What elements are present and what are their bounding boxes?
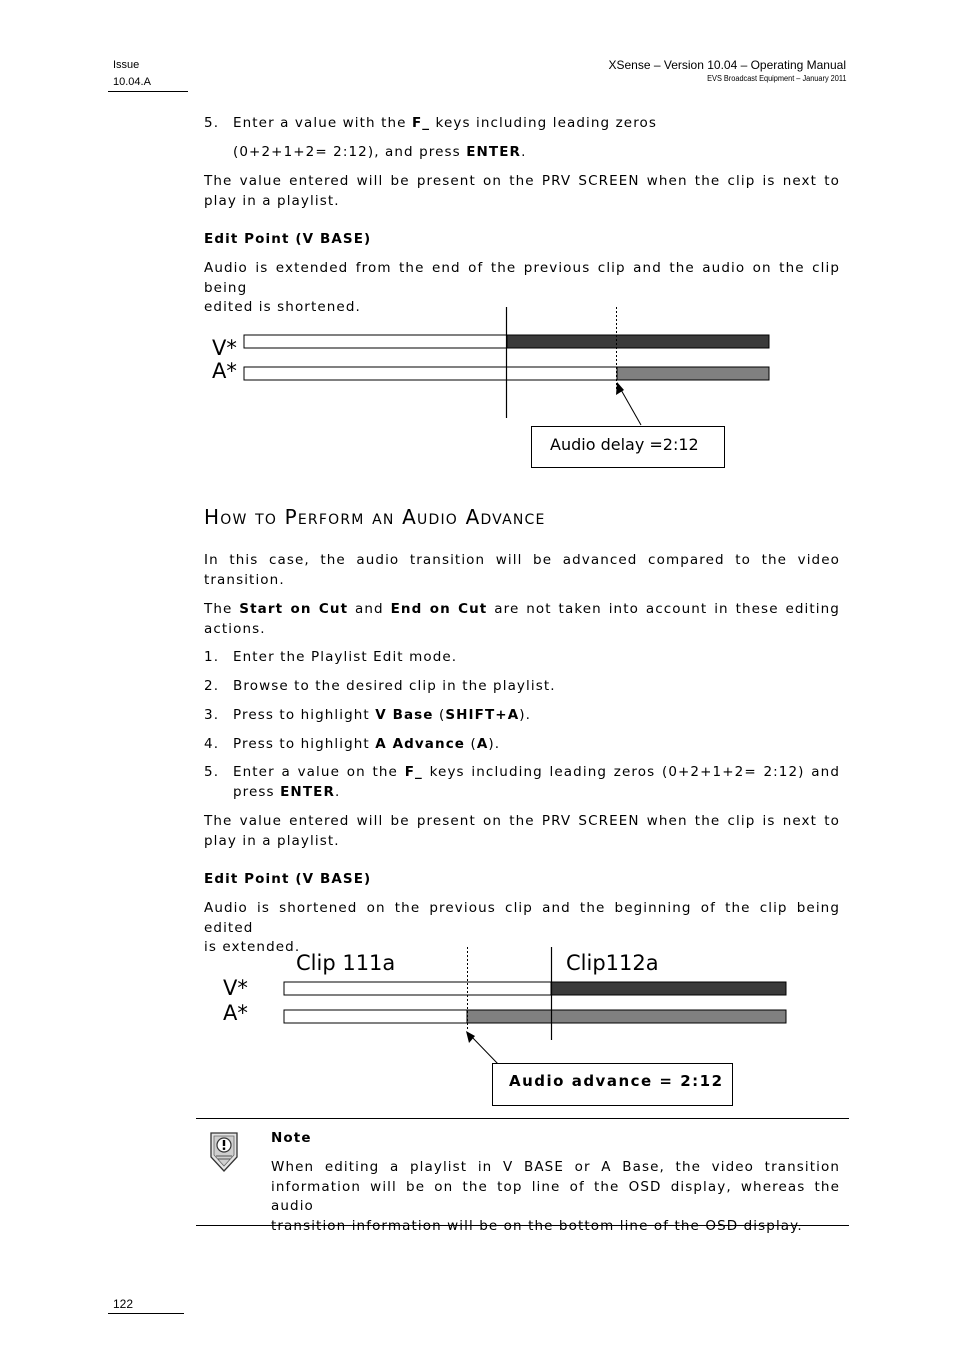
paragraph-audio-extended: Audio is extended from the end of the previous clip and the audio on the clip being edited is shortened. xyxy=(204,260,840,315)
v-track-clip-b xyxy=(551,982,786,995)
step-1: 1. Enter the Playlist Edit mode. xyxy=(204,649,458,665)
callout-text: Audio advance = 2:12 xyxy=(509,1072,724,1090)
note-text: When editing a playlist in V BASE or A Base, the video transition information will be on the top line of the OSD display, whereas the audio transition information will be on the bottom line of the OSD display. xyxy=(271,1159,840,1234)
v-track-clip-a xyxy=(284,982,551,995)
step-5: 5. Enter a value on the F_ keys including leading zeros (0+2+1+2= 2:12) and press ENTER. xyxy=(204,764,840,800)
a-track-clip-b xyxy=(467,1010,786,1023)
step-2: 2. Browse to the desired clip in the playlist. xyxy=(204,678,556,694)
a-track-clip-a xyxy=(284,1010,467,1023)
section-title: How to Perform an Audio Advance xyxy=(204,505,546,529)
callout-arrow xyxy=(470,1035,499,1065)
footer-rule xyxy=(108,1313,184,1314)
clip-b-label: Clip112a xyxy=(566,951,659,975)
a-track-label: A* xyxy=(223,1001,248,1025)
paragraph-case: In this case, the audio transition will be advanced compared to the video transition. xyxy=(204,552,840,588)
note-title: Note xyxy=(271,1130,312,1146)
warning-hand-icon xyxy=(205,1130,243,1176)
header-rule-left xyxy=(108,91,188,92)
note-rule-top xyxy=(196,1118,849,1119)
a-track-current xyxy=(617,367,769,380)
audio-advance-diagram xyxy=(210,940,800,1112)
step-5-top-line2: (0+2+1+2= 2:12), and press ENTER. xyxy=(233,144,527,160)
arrowhead xyxy=(466,1031,475,1043)
page-number: 122 xyxy=(113,1297,134,1311)
issue-value: 10.04.A xyxy=(113,76,151,88)
paragraph-value-2: The value entered will be present on the PRV SCREEN when the clip is next to play in a playlist. xyxy=(204,813,840,849)
subheading-edit-point-2: Edit Point (V BASE) xyxy=(204,871,372,887)
paragraph-audio-shortened: Audio is shortened on the previous clip and the beginning of the clip being edited is extended. xyxy=(204,900,840,955)
v-track-previous xyxy=(244,335,507,348)
paragraph-value-1: The value entered will be present on the PRV SCREEN when the clip is next to play in a playlist. xyxy=(204,173,840,209)
a-track-previous xyxy=(244,367,617,380)
subheading-edit-point-1: Edit Point (V BASE) xyxy=(204,231,372,247)
v-track-current xyxy=(507,335,769,348)
step-number: 5. xyxy=(204,115,220,131)
manual-title: XSense – Version 10.04 – Operating Manual xyxy=(608,58,846,72)
issue-label: Issue xyxy=(113,59,140,71)
callout-arrow xyxy=(620,388,641,425)
paragraph-start-on-cut: The Start on Cut and End on Cut are not taken into account in these editing actions. xyxy=(204,601,840,637)
v-track-label: V* xyxy=(223,976,248,1000)
step-4: 4. Press to highlight A Advance (A). xyxy=(204,736,501,752)
audio-delay-diagram xyxy=(200,300,780,475)
callout-text: Audio delay =2:12 xyxy=(550,435,699,454)
v-track-label: V* xyxy=(212,336,237,360)
manual-subtitle: EVS Broadcast Equipment – January 2011 xyxy=(706,74,846,83)
step-3: 3. Press to highlight V Base (SHIFT+A). xyxy=(204,707,532,723)
clip-a-label: Clip 111a xyxy=(296,951,396,975)
a-track-label: A* xyxy=(212,359,237,383)
